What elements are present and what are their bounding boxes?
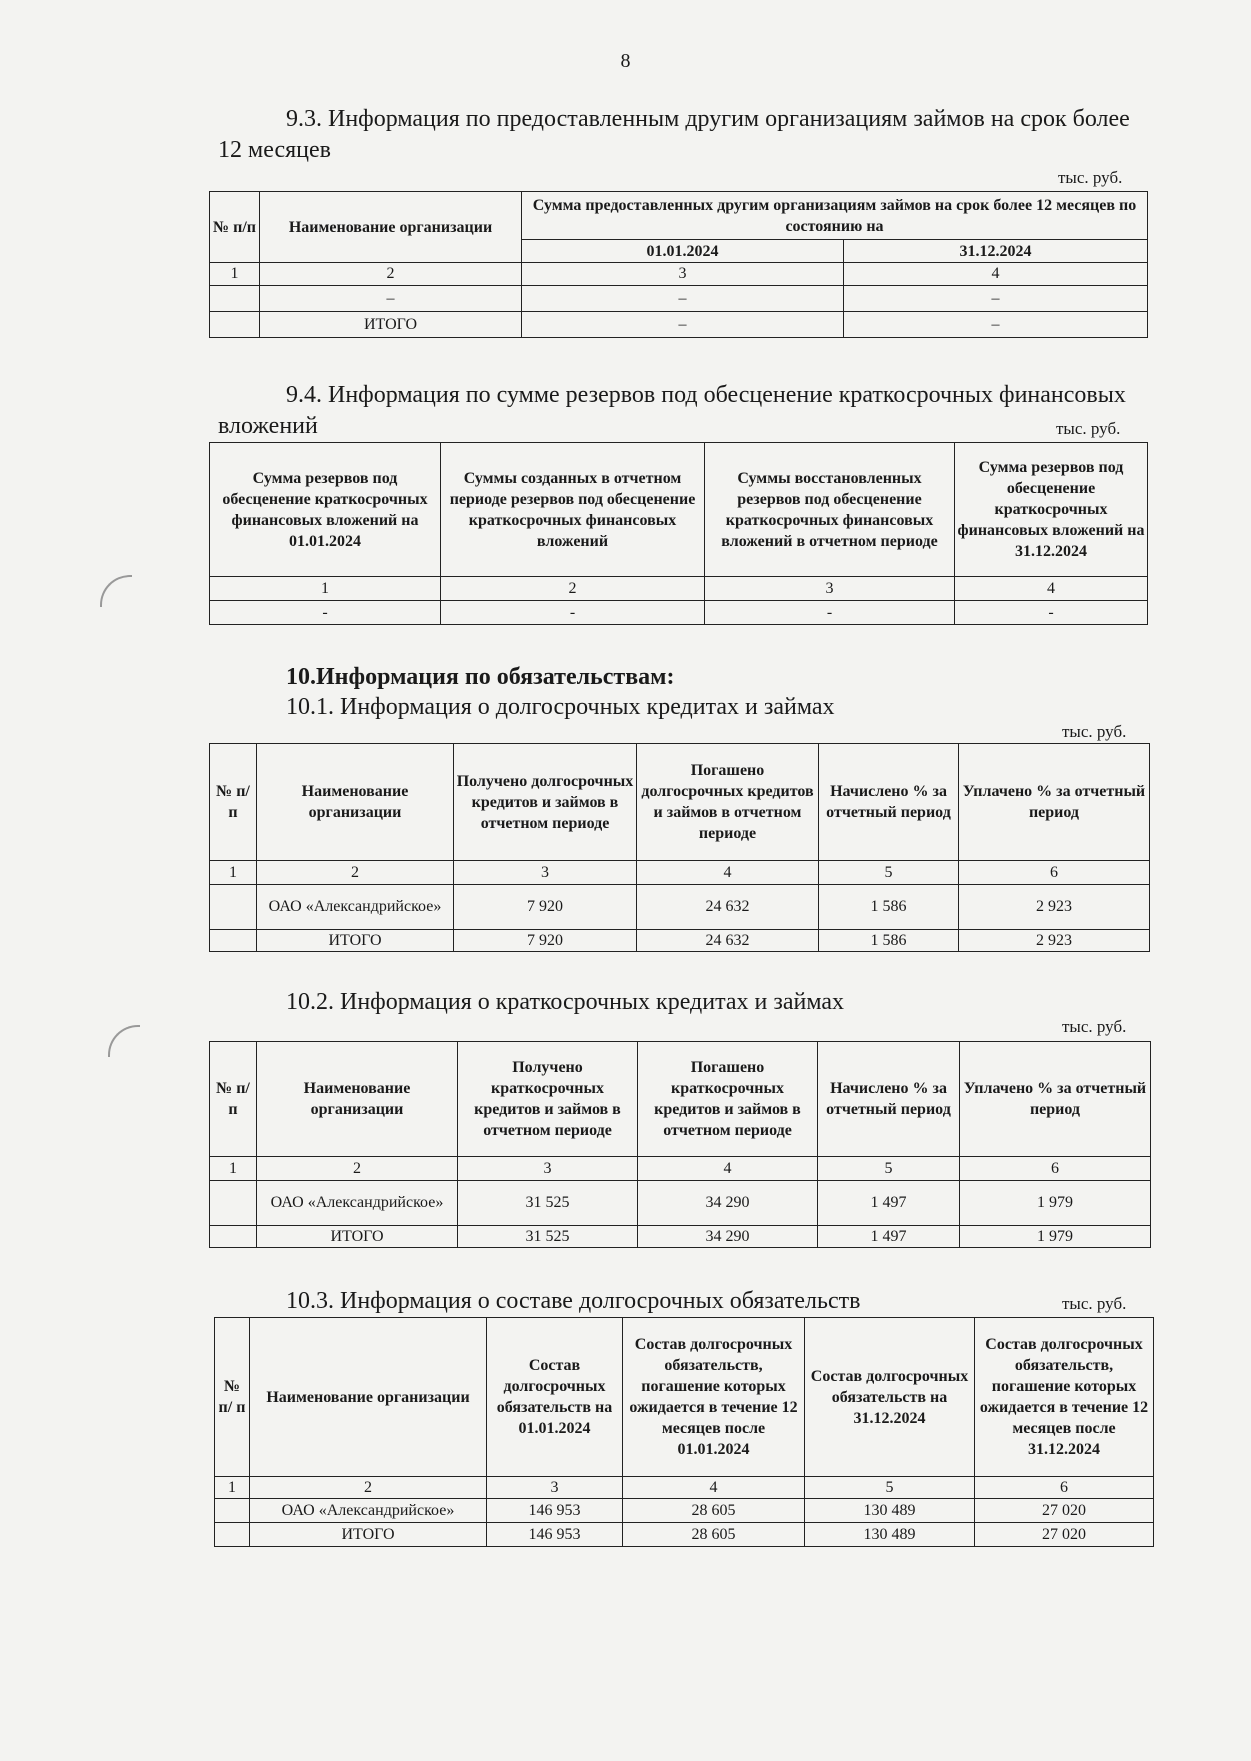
header-date-start: 01.01.2024 — [522, 240, 844, 263]
col-number: 2 — [441, 577, 705, 601]
cell: ОАО «Александрийское» — [257, 885, 454, 930]
cell: 1 586 — [819, 885, 959, 930]
header-accrued: Начислено % за отчетный период — [819, 744, 959, 861]
header-name: Наименование организации — [257, 744, 454, 861]
scan-mark — [100, 575, 132, 607]
header-liabilities-end: Состав долгосрочных обязательств на 31.12.2024 — [805, 1318, 975, 1477]
cell: 31 525 — [458, 1226, 638, 1248]
cell: - — [210, 601, 441, 625]
header-num: № п/ п — [210, 744, 257, 861]
col-number: 4 — [844, 263, 1148, 286]
col-number: 4 — [623, 1477, 805, 1499]
unit-label: тыс. руб. — [1062, 1294, 1127, 1313]
section-10-1-title: 10.1. Информация о долгосрочных кредитах и займах — [286, 694, 835, 720]
header-received: Получено краткосрочных кредитов и займов в отчетном периоде — [458, 1042, 638, 1157]
table-9-4 — [209, 442, 1148, 625]
col-number: 3 — [458, 1157, 638, 1181]
cell: ИТОГО — [257, 1226, 458, 1248]
col-number: 2 — [260, 263, 522, 286]
header-repaid: Погашено краткосрочных кредитов и займов в отчетном периоде — [638, 1042, 818, 1157]
cell: 27 020 — [975, 1499, 1154, 1523]
cell: 1 497 — [818, 1181, 960, 1226]
unit-label: тыс. руб. — [1062, 1017, 1127, 1036]
cell: 24 632 — [637, 885, 819, 930]
cell: 7 920 — [454, 930, 637, 952]
col-number: 2 — [257, 1157, 458, 1181]
table-row — [215, 1499, 1154, 1523]
header-repayment-end: Состав долгосрочных обязательств, погашение которых ожидается в течение 12 месяцев после 31.12.2024 — [975, 1318, 1154, 1477]
header-num: № п/ п — [210, 1042, 257, 1157]
header-name: Наименование организации — [260, 192, 522, 263]
cell: - — [705, 601, 955, 625]
col-number: 3 — [454, 861, 637, 885]
col-number: 3 — [705, 577, 955, 601]
header-reserves-created: Суммы созданных в отчетном периоде резервов под обесценение краткосрочных финансовых вложений — [441, 443, 705, 577]
col-number: 4 — [955, 577, 1148, 601]
cell: 2 923 — [959, 885, 1150, 930]
col-number: 6 — [959, 861, 1150, 885]
table-9-3 — [209, 191, 1148, 338]
col-number: 5 — [805, 1477, 975, 1499]
cell — [215, 1499, 250, 1523]
cell: 130 489 — [805, 1499, 975, 1523]
cell — [215, 1523, 250, 1547]
header-num: № п/п — [210, 192, 260, 263]
col-number: 5 — [819, 861, 959, 885]
header-accrued: Начислено % за отчетный период — [818, 1042, 960, 1157]
header-reserves-start: Сумма резервов под обесценение краткосрочных финансовых вложений на 01.01.2024 — [210, 443, 441, 577]
cell: 1 979 — [960, 1226, 1151, 1248]
header-repayment-start: Состав долгосрочных обязательств, погашение которых ожидается в течение 12 месяцев после 01.01.2024 — [623, 1318, 805, 1477]
header-name: Наименование организации — [257, 1042, 458, 1157]
col-number: 4 — [638, 1157, 818, 1181]
unit-label: тыс. руб. — [1056, 419, 1121, 438]
page-number: 8 — [620, 50, 631, 72]
section-10-3-title: 10.3. Информация о составе долгосрочных обязательств — [286, 1288, 861, 1314]
col-number: 4 — [637, 861, 819, 885]
header-sum: Сумма предоставленных другим организациям займов на срок более 12 месяцев по состоянию на — [522, 192, 1148, 240]
table-10-3 — [214, 1317, 1154, 1547]
cell: 31 525 — [458, 1181, 638, 1226]
total-row — [210, 930, 1150, 952]
header-paid: Уплачено % за отчетный период — [959, 744, 1150, 861]
cell — [210, 930, 257, 952]
cell: – — [522, 312, 844, 338]
cell — [210, 286, 260, 312]
section-9-3-title: 9.3. Информация по предоставленным другим организациям займов на срок более 12 месяцев — [218, 106, 1130, 163]
col-number: 6 — [975, 1477, 1154, 1499]
cell: 130 489 — [805, 1523, 975, 1547]
unit-label: тыс. руб. — [1058, 168, 1123, 187]
cell: 34 290 — [638, 1181, 818, 1226]
cell: 7 920 — [454, 885, 637, 930]
cell: ИТОГО — [250, 1523, 487, 1547]
header-repaid: Погашено долгосрочных кредитов и займов в отчетном периоде — [637, 744, 819, 861]
table-row — [210, 601, 1148, 625]
cell: - — [955, 601, 1148, 625]
section-9-4-title: 9.4. Информация по сумме резервов под обесценение краткосрочных финансовых вложений — [218, 382, 1126, 439]
col-number: 6 — [960, 1157, 1151, 1181]
section-10-2-title: 10.2. Информация о краткосрочных кредитах и займах — [286, 989, 845, 1015]
total-row — [210, 312, 1148, 338]
col-number: 5 — [818, 1157, 960, 1181]
cell — [210, 885, 257, 930]
table-10-1 — [209, 743, 1150, 952]
cell: 146 953 — [487, 1523, 623, 1547]
cell: 1 497 — [818, 1226, 960, 1248]
cell: 28 605 — [623, 1499, 805, 1523]
col-number: 1 — [215, 1477, 250, 1499]
header-reserves-end: Сумма резервов под обесценение краткосрочных финансовых вложений на 31.12.2024 — [955, 443, 1148, 577]
table-10-2 — [209, 1041, 1151, 1248]
header-name: Наименование организации — [250, 1318, 487, 1477]
col-number: 1 — [210, 1157, 257, 1181]
cell: – — [260, 286, 522, 312]
cell — [210, 1226, 257, 1248]
cell: ОАО «Александрийское» — [257, 1181, 458, 1226]
cell: 2 923 — [959, 930, 1150, 952]
col-number: 3 — [487, 1477, 623, 1499]
cell: 1 586 — [819, 930, 959, 952]
total-row — [215, 1523, 1154, 1547]
total-row — [210, 1226, 1151, 1248]
col-number: 1 — [210, 263, 260, 286]
header-num: № п/ п — [215, 1318, 250, 1477]
cell: 1 979 — [960, 1181, 1151, 1226]
cell: ОАО «Александрийское» — [250, 1499, 487, 1523]
col-number: 2 — [250, 1477, 487, 1499]
cell: ИТОГО — [260, 312, 522, 338]
cell: 34 290 — [638, 1226, 818, 1248]
cell: ИТОГО — [257, 930, 454, 952]
header-liabilities-start: Состав долгосрочных обязательств на 01.01.2024 — [487, 1318, 623, 1477]
col-number: 1 — [210, 577, 441, 601]
col-number: 2 — [257, 861, 454, 885]
header-date-end: 31.12.2024 — [844, 240, 1148, 263]
header-paid: Уплачено % за отчетный период — [960, 1042, 1151, 1157]
table-row — [210, 1181, 1151, 1226]
cell: – — [844, 286, 1148, 312]
cell: 28 605 — [623, 1523, 805, 1547]
col-number: 1 — [210, 861, 257, 885]
unit-label: тыс. руб. — [1062, 722, 1127, 741]
cell: – — [844, 312, 1148, 338]
col-number: 3 — [522, 263, 844, 286]
cell: - — [441, 601, 705, 625]
table-row — [210, 885, 1150, 930]
cell: – — [522, 286, 844, 312]
section-10-title: 10.Информация по обязательствам: — [286, 664, 675, 690]
cell — [210, 312, 260, 338]
cell: 146 953 — [487, 1499, 623, 1523]
header-reserves-restored: Суммы восстановленных резервов под обесценение краткосрочных финансовых вложений в отчетном периоде — [705, 443, 955, 577]
table-row — [210, 286, 1148, 312]
cell — [210, 1181, 257, 1226]
scan-mark — [108, 1025, 140, 1057]
cell: 27 020 — [975, 1523, 1154, 1547]
header-received: Получено долгосрочных кредитов и займов в отчетном периоде — [454, 744, 637, 861]
cell: 24 632 — [637, 930, 819, 952]
